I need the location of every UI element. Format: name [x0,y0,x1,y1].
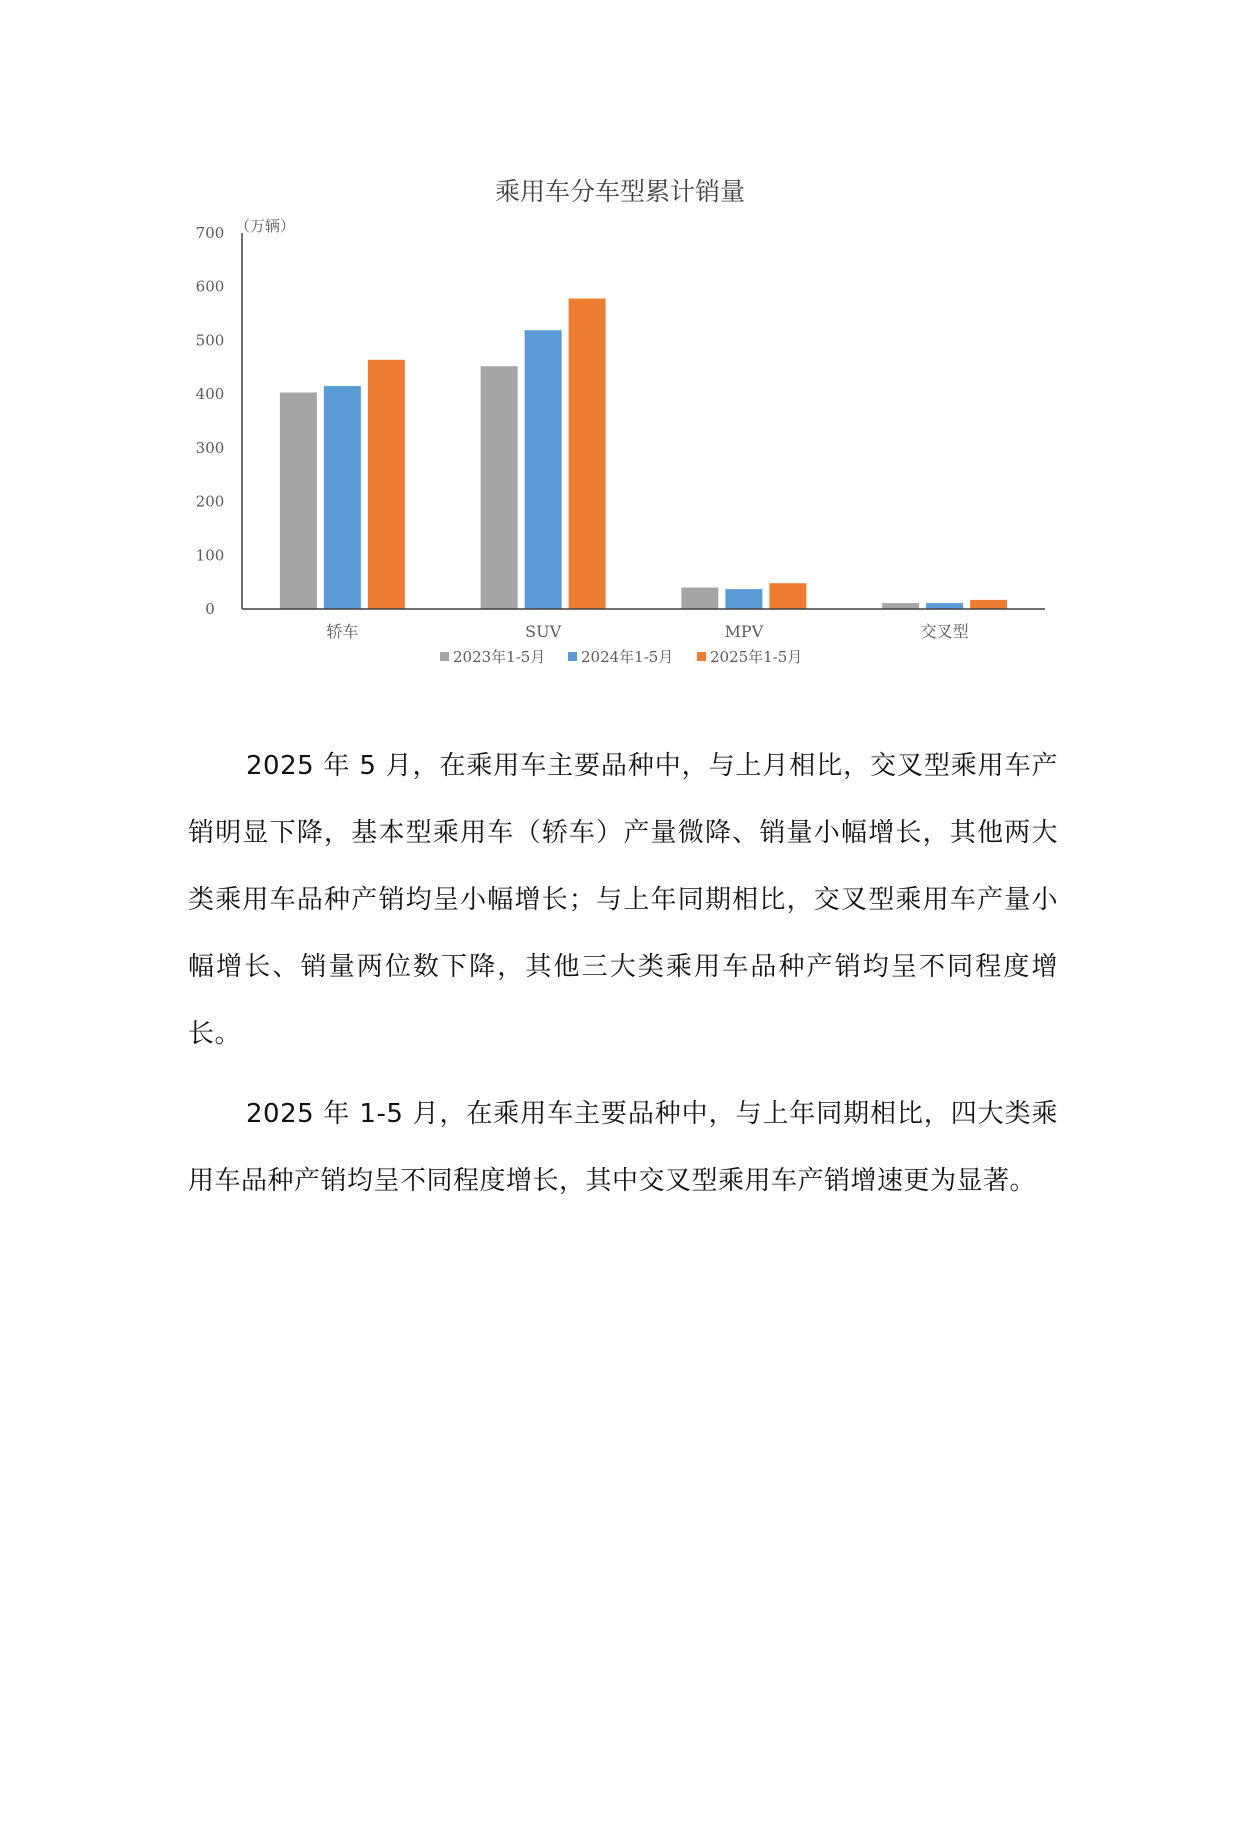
x-axis-categories [326,622,968,641]
bar [970,600,1007,609]
x-category-label: 交叉型 [920,622,969,641]
y-tick-label: 400 [195,385,225,404]
bar [882,603,919,609]
y-axis-unit-label: （万辆） [235,217,296,235]
paragraph-1: 2025 年 5 月，在乘用车主要品种中，与上月相比，交叉型乘用车产销明显下降，基本型乘用车（轿车）产量微降、销量小幅增长，其他两大类乘用车品种产销均呈小幅增长；与上年同期相比，交叉型乘用车产量小幅增长、销量两位数下降，其他三大类乘用车品种产销均呈不同程度增长。 [188,751,1058,1049]
bar [280,393,317,609]
bar [769,583,806,609]
legend-label: 2024年1-5月 [581,648,674,666]
y-axis-ticks [196,224,225,618]
y-tick-label: 600 [195,277,225,296]
bar [324,386,361,609]
legend-label: 2025年1-5月 [710,648,803,666]
y-tick-label: 100 [195,546,225,565]
legend-swatch [440,652,449,661]
x-category-label: SUV [525,622,562,641]
x-category-label: 轿车 [326,622,359,641]
bar [926,603,963,609]
y-tick-label: 0 [205,600,215,618]
legend [440,648,802,666]
y-tick-label: 200 [195,492,225,511]
y-tick-label: 700 [195,224,225,242]
y-tick-label: 300 [195,438,225,457]
bar [368,360,405,609]
legend-swatch [697,652,706,661]
chart-title: 乘用车分车型累计销量 [494,177,746,206]
paragraph-2: 2025 年 1-5 月，在乘用车主要品种中，与上年同期相比，四大类乘用车品种产销均呈不同程度增长，其中交叉型乘用车产销增速更为显著。 [188,1099,1058,1196]
bar [525,330,562,609]
x-category-label: MPV [724,622,764,641]
sales-bar-chart [0,0,1249,700]
legend-swatch [568,652,577,661]
legend-label: 2023年1-5月 [453,648,546,666]
bar [481,366,518,609]
bar [725,589,762,609]
bar [569,299,606,609]
bar [681,588,718,609]
y-tick-label: 500 [195,331,225,350]
bars [280,299,1007,609]
